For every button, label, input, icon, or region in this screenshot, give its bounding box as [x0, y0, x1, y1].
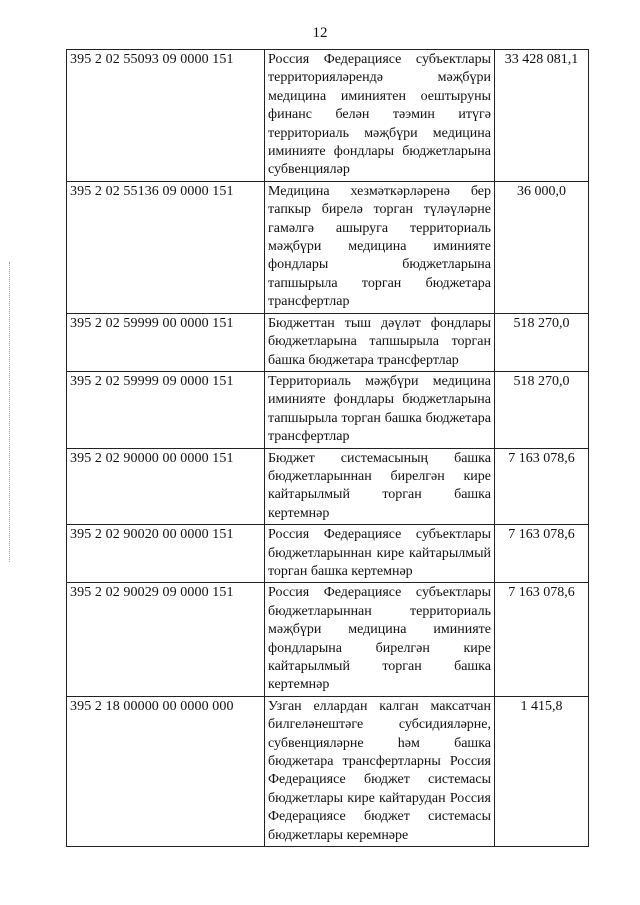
budget-classification-code: 395 2 02 90029 09 0000 151 [67, 583, 265, 696]
table-row [67, 583, 589, 696]
page-number: 12 [312, 25, 328, 41]
revenue-description: Медицина хезмәткәрләренә бер тапкыр бирелә торган түләүләрне гамәлгә ашыруга территориаль мәҗбүри медицина иминияте фондлары бюджетларына тапшырыла торган бюджетара трансфертлар [265, 181, 495, 313]
amount-value: 7 163 078,6 [495, 448, 589, 525]
amount-value: 1 415,8 [495, 696, 589, 846]
amount-value: 7 163 078,6 [495, 525, 589, 583]
table-row [67, 525, 589, 583]
budget-classification-code: 395 2 02 90020 00 0000 151 [67, 525, 265, 583]
revenue-description: Бюджеттан тыш дәүләт фондлары бюджетларына тапшырыла торган башка бюджетара трансфертлар [265, 313, 495, 371]
budget-classification-code: 395 2 02 59999 09 0000 151 [67, 371, 265, 448]
table-row [67, 313, 589, 371]
revenue-description: Территориаль мәҗбүри медицина иминияте фондлары бюджетларына тапшырыла торган башка бюджетара трансфертлар [265, 371, 495, 448]
table-row [67, 50, 589, 182]
budget-classification-code: 395 2 02 59999 00 0000 151 [67, 313, 265, 371]
table-row [67, 181, 589, 313]
amount-value: 36 000,0 [495, 181, 589, 313]
budget-revenue-table [66, 49, 589, 847]
amount-value: 518 270,0 [495, 313, 589, 371]
table-row [67, 448, 589, 525]
table-row [67, 371, 589, 448]
revenue-description: Узган еллардан калган максатчан билгеләнештәге субсидияләрне, субвенцияләрне һәм башка бюджетара трансфертларны Россия Федерациясе бюджет системасы бюджетлары кире кайтарудан Россия Федерациясе бюджет системасы бюджетлары керемнәре [265, 696, 495, 846]
revenue-description: Россия Федерациясе субъектлары бюджетларыннан территориаль мәҗбүри медицина иминияте фондларына бирелгән кире кайтарылмый торган башка кертемнәр [265, 583, 495, 696]
budget-classification-code: 395 2 02 55136 09 0000 151 [67, 181, 265, 313]
amount-value: 7 163 078,6 [495, 583, 589, 696]
revenue-description: Россия Федерациясе субъектлары бюджетларыннан кире кайтарылмый торган башка кертемнәр [265, 525, 495, 583]
revenue-description: Россия Федерациясе субъектлары территорияләрендә мәҗбүри медицина иминиятен оештыруны финанс белән тәэмин итүгә территориаль мәҗбүри медицина иминияте фондлары бюджетларына субвенцияләр [265, 50, 495, 182]
amount-value: 33 428 081,1 [495, 50, 589, 182]
binding-margin-dots [9, 262, 12, 562]
budget-classification-code: 395 2 02 90000 00 0000 151 [67, 448, 265, 525]
table-row [67, 696, 589, 846]
amount-value: 518 270,0 [495, 371, 589, 448]
revenue-description: Бюджет системасының башка бюджетларыннан бирелгән кире кайтарылмый торган башка кертемнәр [265, 448, 495, 525]
budget-classification-code: 395 2 18 00000 00 0000 000 [67, 696, 265, 846]
budget-classification-code: 395 2 02 55093 09 0000 151 [67, 50, 265, 182]
